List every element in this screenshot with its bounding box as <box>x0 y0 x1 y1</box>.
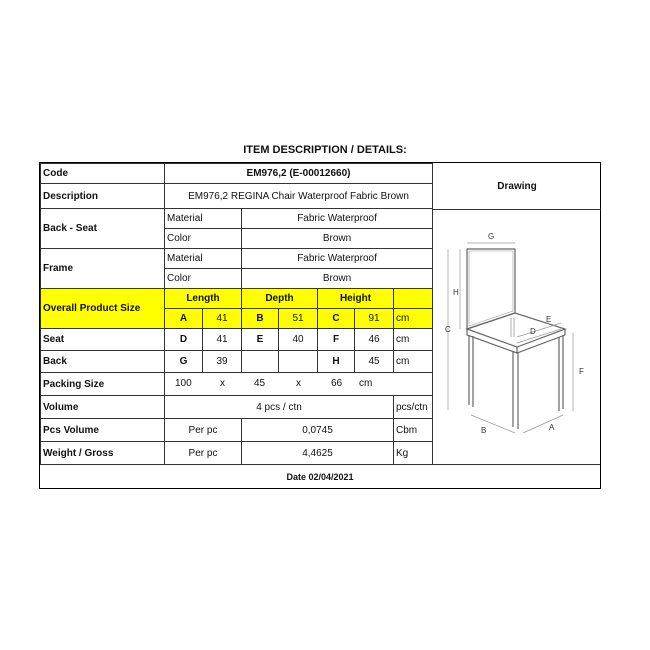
code-value: EM976,2 (E-00012660) <box>165 164 433 184</box>
volume-label: Volume <box>41 396 165 419</box>
description-label: Description <box>41 184 165 209</box>
value-f: 46 <box>355 329 394 351</box>
back-row <box>41 351 433 373</box>
back-unit: cm <box>394 351 433 373</box>
back-seat-material-row <box>41 209 433 229</box>
packing-length: 100 <box>175 378 192 389</box>
overall-header-row <box>41 289 433 309</box>
packing-x1: x <box>220 378 225 389</box>
drawing-letter-g: G <box>488 232 495 241</box>
letter-h: H <box>318 351 355 373</box>
drawing-label: Drawing <box>497 181 537 192</box>
pcs-volume-row <box>41 419 433 442</box>
back-blank-1 <box>242 351 279 373</box>
back-seat-material-label: Material <box>165 209 242 229</box>
drawing-letter-b: B <box>481 426 487 435</box>
drawing-panel <box>432 163 601 464</box>
weight-per: Per pc <box>165 442 242 465</box>
letter-b: B <box>242 309 279 329</box>
letter-e: E <box>242 329 279 351</box>
packing-unit: cm <box>359 378 373 389</box>
spec-table <box>40 163 433 465</box>
value-a: 41 <box>203 309 242 329</box>
code-row <box>41 164 433 184</box>
weight-value: 4,4625 <box>242 442 394 465</box>
letter-d: D <box>165 329 203 351</box>
back-seat-label: Back - Seat <box>41 209 165 249</box>
height-label: Height <box>318 289 394 309</box>
spec-sheet <box>39 162 601 489</box>
page-title: ITEM DESCRIPTION / DETAILS: <box>243 144 407 156</box>
volume-unit: pcs/ctn <box>394 396 433 419</box>
overall-size-label: Overall Product Size <box>41 289 165 329</box>
drawing-letter-d: D <box>530 327 536 336</box>
date-footer: Date 02/04/2021 <box>40 464 600 489</box>
weight-label: Weight / Gross <box>41 442 165 465</box>
letter-g: G <box>165 351 203 373</box>
value-g: 39 <box>203 351 242 373</box>
drawing-letter-e: E <box>546 315 552 324</box>
frame-material-row <box>41 249 433 269</box>
depth-label: Depth <box>242 289 318 309</box>
pcs-volume-label: Pcs Volume <box>41 419 165 442</box>
drawing-letter-a: A <box>549 423 555 432</box>
description-value: EM976,2 REGINA Chair Waterproof Fabric Brown <box>165 184 433 209</box>
weight-row <box>41 442 433 465</box>
seat-label: Seat <box>41 329 165 351</box>
volume-value: 4 pcs / ctn <box>165 396 394 419</box>
frame-label: Frame <box>41 249 165 289</box>
pcs-volume-per: Per pc <box>165 419 242 442</box>
value-e: 40 <box>279 329 318 351</box>
value-h: 45 <box>355 351 394 373</box>
frame-color-value: Brown <box>242 269 433 289</box>
pcs-volume-value: 0,0745 <box>242 419 394 442</box>
back-blank-2 <box>279 351 318 373</box>
drawing-divider <box>433 209 601 210</box>
letter-c: C <box>318 309 355 329</box>
seat-row <box>41 329 433 351</box>
value-d: 41 <box>203 329 242 351</box>
drawing-letter-f: F <box>579 367 584 376</box>
back-label: Back <box>41 351 165 373</box>
code-label: Code <box>41 164 165 184</box>
letter-f: F <box>318 329 355 351</box>
packing-row <box>41 373 433 396</box>
chair-drawing <box>433 225 601 435</box>
pcs-volume-unit: Cbm <box>394 419 433 442</box>
packing-x2: x <box>296 378 301 389</box>
letter-a: A <box>165 309 203 329</box>
seat-unit: cm <box>394 329 433 351</box>
drawing-letter-c: C <box>445 325 451 334</box>
weight-unit: Kg <box>394 442 433 465</box>
frame-material-value: Fabric Waterproof <box>242 249 433 269</box>
description-row <box>41 184 433 209</box>
value-c: 91 <box>355 309 394 329</box>
drawing-letter-h: H <box>453 288 459 297</box>
packing-width: 45 <box>254 378 266 389</box>
overall-unit: cm <box>394 309 433 329</box>
back-seat-color-label: Color <box>165 229 242 249</box>
packing-height: 66 <box>331 378 343 389</box>
frame-material-label: Material <box>165 249 242 269</box>
frame-color-label: Color <box>165 269 242 289</box>
packing-label: Packing Size <box>41 373 165 396</box>
back-seat-color-value: Brown <box>242 229 433 249</box>
value-b: 51 <box>279 309 318 329</box>
overall-blank <box>394 289 433 309</box>
back-seat-material-value: Fabric Waterproof <box>242 209 433 229</box>
volume-row <box>41 396 433 419</box>
length-label: Length <box>165 289 242 309</box>
